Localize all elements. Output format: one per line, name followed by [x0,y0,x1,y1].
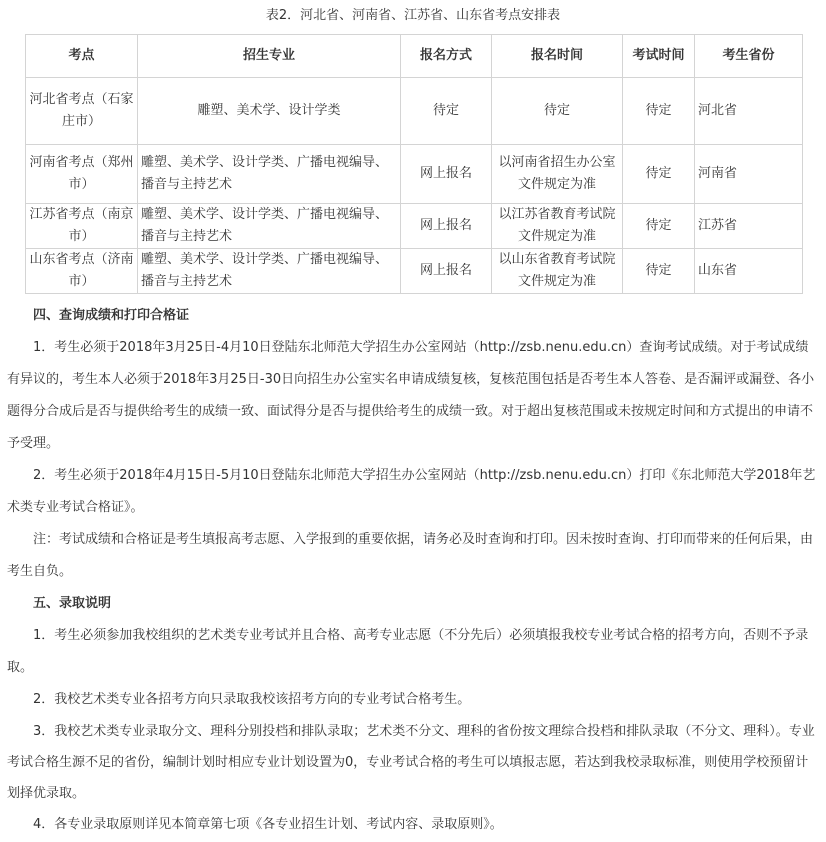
header-registration-method: 报名方式 [401,35,492,78]
section-heading: 四、查询成绩和打印合格证 [33,308,190,323]
table-header-row [26,35,803,78]
cell-majors: 雕塑、美术学、设计学类、广播电视编导、播音与主持艺术 [138,249,401,294]
cell-majors: 雕塑、美术学、设计学类 [138,78,401,145]
paragraph: 3．我校艺术类专业录取分文、理科分别投档和排队录取；艺术类不分文、理科的省份按文理综合投档和排队录取（不分文、理科）。专业考试合格生源不足的省份，编制计划时相应专业计划设置为0，专业考试合格的考生可以填报志愿，若达到我校录取标准，则使用学校预留计划择优录取。 [7,724,815,801]
cell-exam-time: 待定 [623,204,695,249]
section-heading: 五、录取说明 [33,596,112,611]
cell-registration-time: 待定 [492,78,623,145]
table-row [26,204,803,249]
cell-province: 河南省 [695,145,803,204]
cell-exam-time: 待定 [623,249,695,294]
cell-province: 河北省 [695,78,803,145]
cell-province: 江苏省 [695,204,803,249]
note-paragraph: 注：考试成绩和合格证是考生填报高考志愿、入学报到的重要依据，请务必及时查询和打印。因未按时查询、打印而带来的任何后果，由考生自负。 [7,532,814,579]
paragraph: 4．各专业录取原则详见本简章第七项《各专业招生计划、考试内容、录取原则》。 [33,817,503,832]
paragraph: 1．考生必须参加我校组织的艺术类专业考试并且合格、高考专业志愿（不分先后）必须填报我校专业考试合格的招考方向，否则不予录取。 [7,628,809,675]
header-registration-time: 报名时间 [492,35,623,78]
cell-exam-site: 河南省考点（郑州市） [26,145,138,204]
table-row [26,78,803,145]
cell-registration-method: 网上报名 [401,249,492,294]
header-exam-site: 考点 [26,35,138,78]
header-majors: 招生专业 [138,35,401,78]
cell-registration-method: 待定 [401,78,492,145]
cell-registration-time: 以河南省招生办公室文件规定为准 [492,145,623,204]
cell-exam-site: 山东省考点（济南市） [26,249,138,294]
exam-site-table [25,34,803,294]
header-province: 考生省份 [695,35,803,78]
paragraph: 2．考生必须于2018年4月15日-5月10日登陆东北师范大学招生办公室网站（http://zsb.nenu.edu.cn）打印《东北师范大学2018年艺术类专业考试合格证》。 [7,468,816,515]
cell-exam-site: 河北省考点（石家庄市） [26,78,138,145]
table-row [26,249,803,294]
header-exam-time: 考试时间 [623,35,695,78]
table-caption: 表2．河北省、河南省、江苏省、山东省考点安排表 [265,8,561,23]
cell-province: 山东省 [695,249,803,294]
cell-exam-time: 待定 [623,78,695,145]
cell-exam-site: 江苏省考点（南京市） [26,204,138,249]
cell-majors: 雕塑、美术学、设计学类、广播电视编导、播音与主持艺术 [138,145,401,204]
paragraph: 1．考生必须于2018年3月25日-4月10日登陆东北师范大学招生办公室网站（http://zsb.nenu.edu.cn）查询考试成绩。对于考试成绩有异议的，考生本人必须于2018年3月25日-30日向招生办公室实名申请成绩复核，复核范围包括是否考生本人答卷、是否漏评或漏登、各小题得分合成后是否与提供给考生的成绩一致、面试得分是否与提供给考生的成绩一致。对于超出复核范围或未按规定时间和方式提出的申请不予受理。 [7,340,815,451]
cell-majors: 雕塑、美术学、设计学类、广播电视编导、播音与主持艺术 [138,204,401,249]
cell-registration-method: 网上报名 [401,204,492,249]
paragraph: 2．我校艺术类专业各招考方向只录取我校该招考方向的专业考试合格考生。 [33,692,471,707]
cell-registration-method: 网上报名 [401,145,492,204]
cell-registration-time: 以江苏省教育考试院文件规定为准 [492,204,623,249]
cell-exam-time: 待定 [623,145,695,204]
table-row [26,145,803,204]
article-body [7,300,819,841]
cell-registration-time: 以山东省教育考试院文件规定为准 [492,249,623,294]
